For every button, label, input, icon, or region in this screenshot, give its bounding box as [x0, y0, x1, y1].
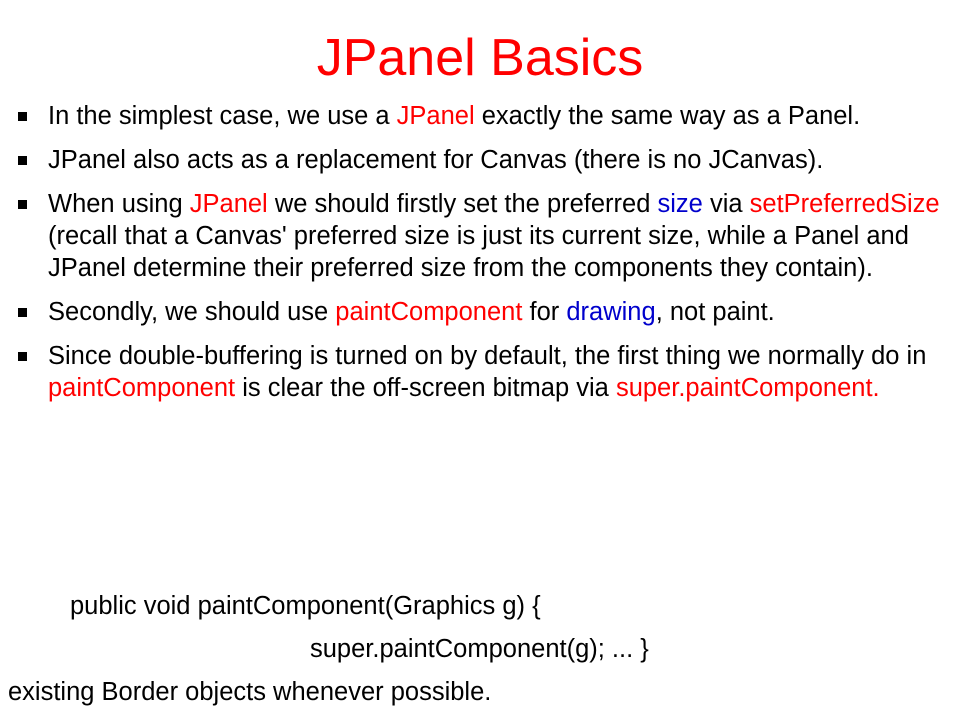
bullet-text: we should firstly set the preferred — [267, 190, 658, 218]
bullet-item — [18, 188, 953, 284]
bullet-item — [18, 100, 953, 132]
highlight-term: JPanel — [396, 102, 475, 130]
bullet-text: Secondly, we should use — [48, 298, 336, 326]
bullet-list — [18, 100, 953, 416]
footer-text: existing Border objects whenever possible. — [8, 678, 492, 706]
bullet-item — [18, 296, 953, 328]
highlight-term: JPanel — [189, 190, 268, 218]
highlight-term: super.paintComponent. — [615, 374, 880, 402]
bullet-text: JPanel also acts as a replacement for Canvas (there is no JCanvas). — [48, 146, 824, 174]
bullet-text: In the simplest case, we use a — [48, 102, 397, 130]
slide-title: JPanel Basics — [316, 29, 644, 87]
square-bullet-icon — [18, 352, 27, 361]
highlight-term: paintComponent — [48, 374, 236, 402]
highlight-term: size — [657, 190, 703, 218]
square-bullet-icon — [18, 308, 27, 317]
bullet-text: via — [702, 190, 750, 218]
highlight-term: drawing — [566, 298, 656, 326]
highlight-term: paintComponent — [335, 298, 523, 326]
bullet-text: exactly the same way as a Panel. — [474, 102, 861, 130]
bullet-text: for — [522, 298, 567, 326]
square-bullet-icon — [18, 200, 27, 209]
bullet-text: Since double-buffering is turned on by default, the first thing we normally do in — [48, 342, 927, 370]
bullet-text: When using — [48, 190, 190, 218]
bullet-text: is clear the off-screen bitmap via — [235, 374, 616, 402]
bullet-item — [18, 144, 953, 176]
code-line-2: super.paintComponent(g); ... } — [310, 635, 649, 663]
square-bullet-icon — [18, 156, 27, 165]
code-line-1: public void paintComponent(Graphics g) { — [70, 592, 541, 620]
square-bullet-icon — [18, 112, 27, 121]
bullet-text: (recall that a Canvas' preferred size is just its current size, while a Panel and JPanel determine their preferred size from the components they contain). — [48, 222, 909, 282]
highlight-term: setPreferredSize — [749, 190, 940, 218]
bullet-item — [18, 340, 953, 404]
bullet-text: , not paint. — [655, 298, 775, 326]
